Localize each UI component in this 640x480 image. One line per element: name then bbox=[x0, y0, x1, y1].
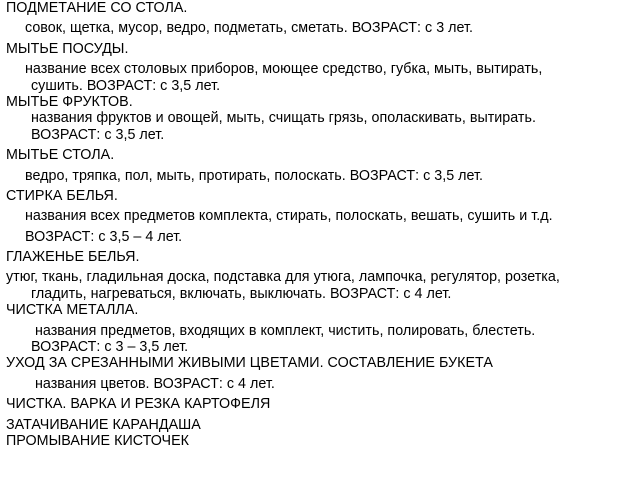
section-heading: ГЛАЖЕНЬЕ БЕЛЬЯ. bbox=[6, 249, 140, 266]
section-heading: ЧИСТКА МЕТАЛЛА. bbox=[6, 302, 139, 319]
section-heading: ПРОМЫВАНИЕ КИСТОЧЕК bbox=[6, 432, 190, 449]
section-text: названия фруктов и овощей, мыть, счищать грязь, ополаскивать, вытирать. bbox=[31, 110, 536, 127]
section-text: гладить, нагреваться, включать, выключать. ВОЗРАСТ: с 4 лет. bbox=[31, 285, 452, 302]
section-text: название всех столовых приборов, моющее средство, губка, мыть, вытирать, bbox=[25, 61, 543, 78]
section-text: утюг, ткань, гладильная доска, подставка для утюга, лампочка, регулятор, розетка, bbox=[6, 269, 560, 286]
section-heading: ЧИСТКА. ВАРКА И РЕЗКА КАРТОФЕЛЯ bbox=[6, 396, 271, 413]
section-text: названия цветов. ВОЗРАСТ: с 4 лет. bbox=[35, 375, 275, 392]
section-heading: ЗАТАЧИВАНИЕ КАРАНДАША bbox=[6, 416, 201, 433]
section-text: ведро, тряпка, пол, мыть, протирать, полоскать. ВОЗРАСТ: с 3,5 лет. bbox=[25, 167, 483, 184]
section-text: ВОЗРАСТ: с 3,5 лет. bbox=[31, 126, 165, 143]
section-text: названия всех предметов комплекта, стирать, полоскать, вешать, сушить и т.д. bbox=[25, 208, 553, 225]
section-text: ВОЗРАСТ: с 3,5 – 4 лет. bbox=[25, 228, 183, 245]
section-text: сушить. ВОЗРАСТ: с 3,5 лет. bbox=[31, 77, 221, 94]
section-text: названия предметов, входящих в комплект, чистить, полировать, блестеть. bbox=[35, 322, 536, 339]
section-heading: УХОД ЗА СРЕЗАННЫМИ ЖИВЫМИ ЦВЕТАМИ. СОСТАВЛЕНИЕ БУКЕТА bbox=[6, 355, 493, 372]
section-heading: ПОДМЕТАНИЕ СО СТОЛА. bbox=[6, 0, 188, 16]
section-heading: МЫТЬЕ СТОЛА. bbox=[6, 147, 115, 164]
section-text: ВОЗРАСТ: с 3 – 3,5 лет. bbox=[31, 339, 189, 356]
section-heading: МЫТЬЕ ФРУКТОВ. bbox=[6, 93, 133, 110]
document-body bbox=[6, 0, 636, 449]
section-text: совок, щетка, мусор, ведро, подметать, сметать. ВОЗРАСТ: с 3 лет. bbox=[25, 20, 473, 37]
section-heading: СТИРКА БЕЛЬЯ. bbox=[6, 187, 118, 204]
section-heading: МЫТЬЕ ПОСУДЫ. bbox=[6, 40, 129, 57]
